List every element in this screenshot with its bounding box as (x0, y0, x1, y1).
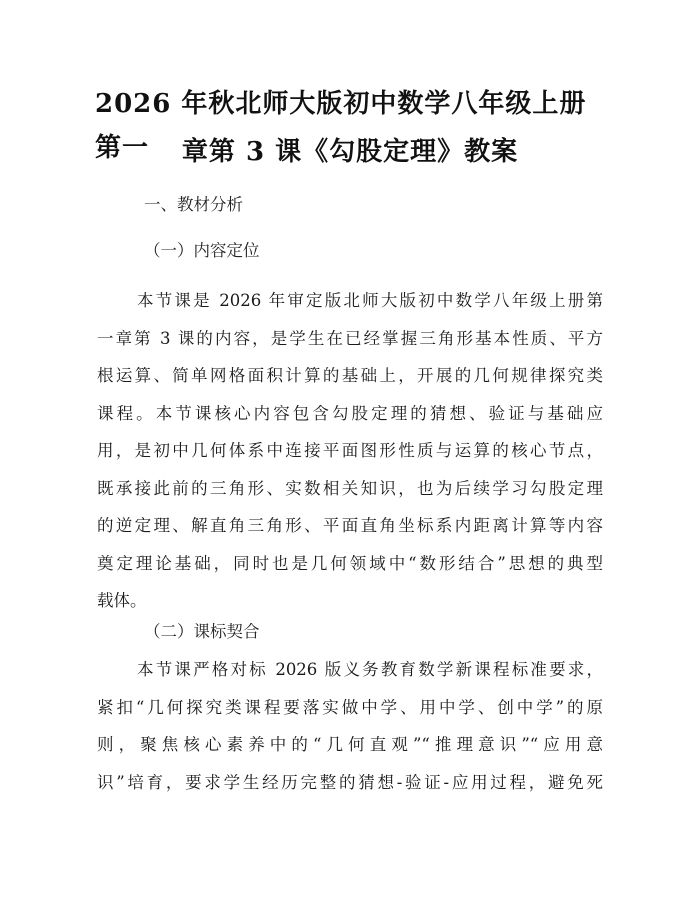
paragraph-line: 识”培育，要求学生经历完整的猜想-验证-应用过程，避免死 (97, 772, 603, 792)
document-title-line-1: 2026 年秋北师大版初中数学八年级上册第一 (95, 89, 587, 163)
paragraph-line: 紧扣“几何探究类课程要落实做中学、用中学、创中学”的原 (97, 697, 603, 717)
paragraph-content-positioning (97, 282, 603, 620)
document-title-line-2: 章第 3 课《勾股定理》教案 (181, 137, 519, 167)
paragraph-line: 既承接此前的三角形、实数相关知识，也为后续学习勾股定理 (97, 478, 603, 498)
paragraph-line: 用，是初中几何体系中连接平面图形性质与运算的核心节点， (97, 441, 603, 460)
subsection-heading-curriculum-alignment: （二）课标契合 (144, 622, 260, 641)
paragraph-line: 本节课是 2026 年审定版北师大版初中数学八年级上册第 (137, 291, 603, 310)
paragraph-line: 的逆定理、解直角三角形、平面直角坐标系内距离计算等内容 (97, 516, 603, 535)
paragraph-line: 本节课严格对标 2026 版义务教育数学新课程标准要求， (137, 660, 603, 679)
paragraph-line: 则，聚焦核心素养中的“几何直观”“推理意识”“应用意 (97, 735, 603, 754)
paragraph-line: 课程。本节课核心内容包含勾股定理的猜想、验证与基础应 (97, 403, 603, 423)
paragraph-curriculum-alignment (97, 651, 603, 801)
section-heading-teaching-material-analysis: 一、教材分析 (144, 195, 243, 214)
paragraph-line: 根运算、简单网格面积计算的基础上，开展的几何规律探究类 (97, 366, 603, 385)
subsection-heading-content-positioning: （一）内容定位 (144, 241, 260, 260)
paragraph-line: 一章第 3 课的内容，是学生在已经掌握三角形基本性质、平方 (97, 328, 603, 348)
paragraph-line: 奠定理论基础，同时也是几何领域中“数形结合”思想的典型 (97, 553, 603, 573)
paragraph-line: 载体。 (97, 591, 147, 610)
